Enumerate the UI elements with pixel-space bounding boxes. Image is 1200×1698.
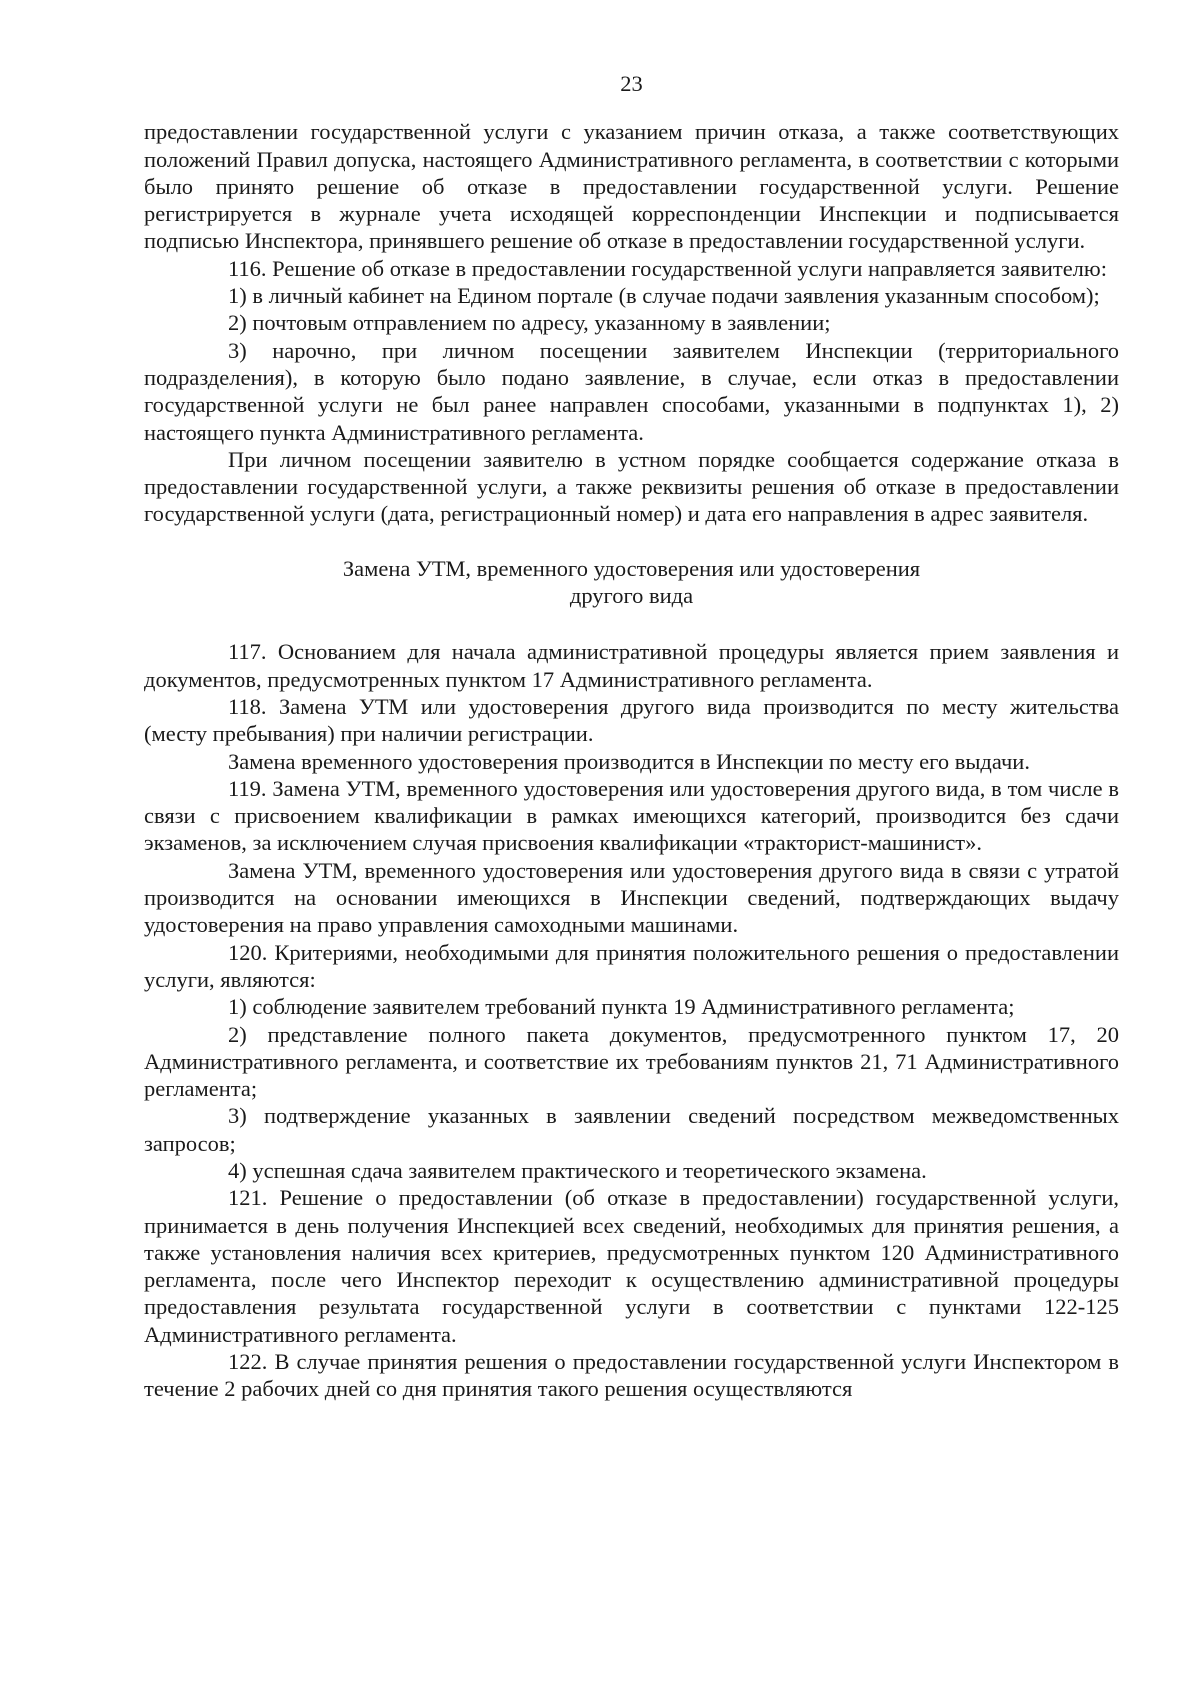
paragraph: Замена временного удостоверения производится в Инспекции по месту его выдачи. [228,748,1030,774]
paragraph: 119. Замена УТМ, временного удостоверения или удостоверения другого вида, в том числе в связи с присвоением квалификации в рамках имеющихся категорий, производится без сдачи экзаменов, за исключением случая присвоения квалификации «тракторист-машинист». [144,775,1119,856]
paragraph: 116. Решение об отказе в предоставлении государственной услуги направляется заявителю: [228,255,1107,281]
paragraph: 3) нарочно, при личном посещении заявителем Инспекции (территориального подразделения), в которую было подано заявление, в случае, если отказ в предоставлении государственной услуги не был ранее направлен способами, указанными в подпунктах 1), 2) настоящего пункта Административного регламента. [144,337,1119,445]
paragraph: 121. Решение о предоставлении (об отказе в предоставлении) государственной услуги, принимается в день получения Инспекцией всех сведений, необходимых для принятия решения, а также установления наличия всех критериев, предусмотренных пунктом 120 Административного регламента, после чего Инспектор переходит к осуществлению административной процедуры предоставления результата государственной услуги в соответствии с пунктами 122-125 Административного регламента. [144,1185,1119,1347]
paragraph: 3) подтверждение указанных в заявлении сведений посредством межведомственных запросов; [144,1103,1119,1156]
paragraph: При личном посещении заявителю в устном порядке сообщается содержание отказа в предоставлении государственной услуги, а также реквизиты решения об отказе в предоставлении государственной услуги (дата, регистрационный номер) и дата его направления в адрес заявителя. [144,446,1119,527]
page-number: 23 [620,71,643,96]
paragraph: 122. В случае принятия решения о предоставлении государственной услуги Инспектором в течение 2 рабочих дней со дня принятия такого решения осуществляются [144,1349,1119,1402]
paragraph: 4) успешная сдача заявителем практического и теоретического экзамена. [228,1157,927,1183]
section-after-heading [144,638,1119,1402]
paragraph: 2) почтовым отправлением по адресу, указанному в заявлении; [228,310,831,336]
paragraph: 2) представление полного пакета документов, предусмотренного пунктом 17, 20 Административного регламента, и соответствие их требованиям пунктов 21, 71 Административного регламента; [144,1021,1119,1102]
paragraph: Замена УТМ, временного удостоверения или удостоверения другого вида в связи с утратой производится на основании имеющихся в Инспекции сведений, подтверждающих выдачу удостоверения на право управления самоходными машинами. [144,857,1119,938]
paragraph: 1) соблюдение заявителем требований пункта 19 Административного регламента; [228,994,1015,1020]
paragraph: 120. Критериями, необходимыми для принятия положительного решения о предоставлении услуги, являются: [144,939,1119,992]
paragraph: 1) в личный кабинет на Едином портале (в случае подачи заявления указанным способом); [228,283,1100,309]
document-page [144,70,1119,1403]
paragraph: 118. Замена УТМ или удостоверения другого вида производится по месту жительства (месту пребывания) при наличии регистрации. [144,693,1119,747]
section-before-heading [144,118,1119,527]
section-heading [144,555,1119,610]
section-heading-line: другого вида [569,583,694,609]
section-heading-line: Замена УТМ, временного удостоверения или удостоверения [342,555,921,581]
paragraph: предоставлении государственной услуги с указанием причин отказа, а также соответствующих положений Правил допуска, настоящего Административного регламента, в соответствии с которыми было принято решение об отказе в предоставлении государственной услуги. Решение регистрируется в журнале учета исходящей корреспонденции Инспекции и подписывается подписью Инспектора, принявшего решение об отказе в предоставлении государственной услуги. [144,119,1119,254]
paragraph: 117. Основанием для начала административной процедуры является прием заявления и документов, предусмотренных пунктом 17 Административного регламента. [144,639,1119,692]
